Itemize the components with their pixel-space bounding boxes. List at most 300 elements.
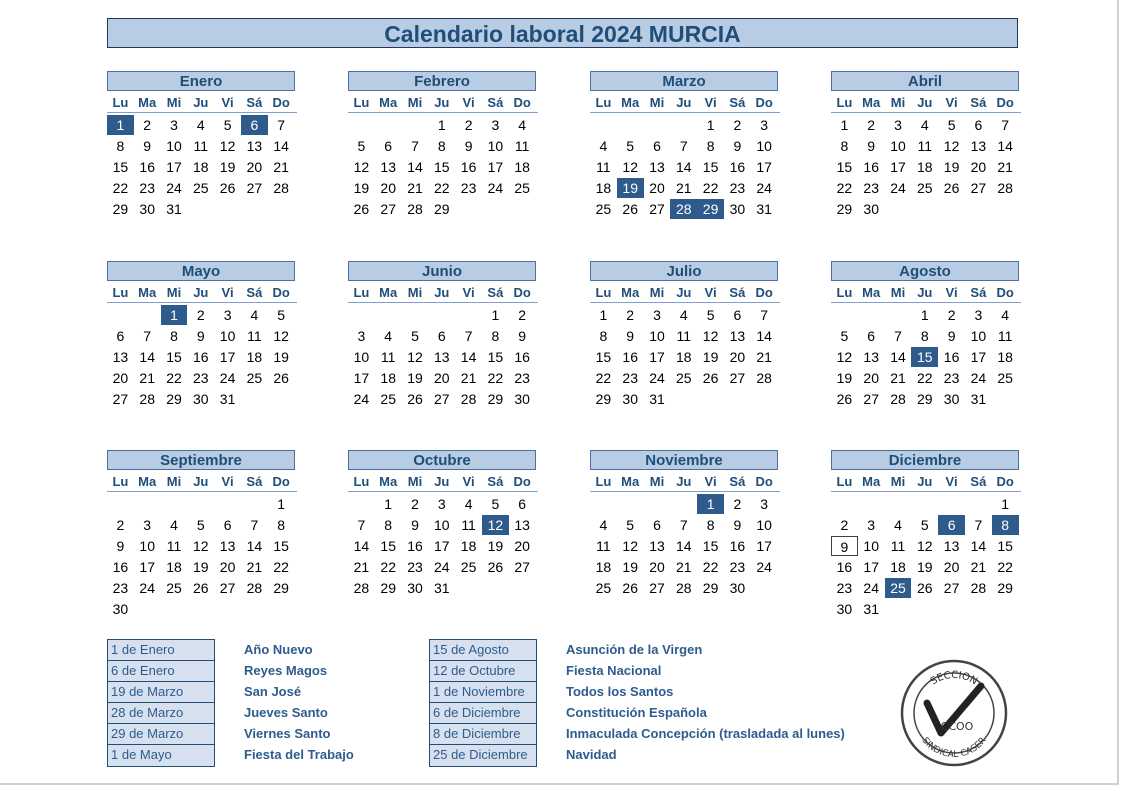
day-cell: 31 <box>863 601 879 617</box>
day-cell: 30 <box>836 601 853 617</box>
day-cell: 26 <box>407 391 423 407</box>
holiday-day-cell: 29 <box>697 199 724 219</box>
legend-holiday-name: Navidad <box>566 747 617 762</box>
day-cell: 3 <box>491 117 500 133</box>
weekday-label: Ma <box>379 95 398 110</box>
weekday-label: Ma <box>138 474 157 489</box>
day-cell: 1 <box>384 496 393 512</box>
day-cell: 19 <box>487 538 504 554</box>
legend-date: 8 de Diciembre <box>430 724 536 745</box>
weekday-label: Mi <box>407 285 423 300</box>
weekday-label: Ju <box>676 474 692 489</box>
day-cell: 28 <box>246 580 263 596</box>
legend-date: 28 de Marzo <box>108 703 214 724</box>
day-cell: 1 <box>277 496 286 512</box>
day-cell: 1 <box>491 307 500 323</box>
weekday-header <box>348 284 538 303</box>
day-cell: 21 <box>997 159 1013 175</box>
day-cell: 25 <box>166 580 182 596</box>
day-cell: 13 <box>649 159 665 175</box>
legend-date: 19 de Marzo <box>108 682 214 703</box>
day-cell: 2 <box>518 307 527 323</box>
month-febrero <box>348 71 538 220</box>
week-row <box>348 199 538 220</box>
empty-day-cell <box>590 115 617 135</box>
week-row <box>590 178 780 199</box>
weekday-label: Ma <box>138 285 157 300</box>
day-cell: 21 <box>756 349 772 365</box>
day-cell: 18 <box>997 349 1013 365</box>
weekday-label: Sá <box>246 95 263 110</box>
week-row <box>831 157 1021 178</box>
day-cell: 5 <box>357 138 366 154</box>
day-cell: 18 <box>193 159 209 175</box>
empty-day-cell <box>670 115 697 135</box>
day-cell: 22 <box>112 180 129 196</box>
day-cell: 27 <box>970 180 987 196</box>
empty-day-cell <box>992 389 1019 409</box>
day-cell: 3 <box>974 307 983 323</box>
day-cell: 12 <box>836 349 853 365</box>
holiday-day-cell: 6 <box>938 515 965 535</box>
week-row <box>348 157 538 178</box>
weekday-label: Ju <box>917 474 933 489</box>
week-row <box>831 599 1021 620</box>
weekday-label: Do <box>513 474 531 489</box>
day-cell: 5 <box>706 307 715 323</box>
weekday-label: Vi <box>462 95 475 110</box>
day-cell: 18 <box>917 159 933 175</box>
empty-day-cell <box>509 578 536 598</box>
day-cell: 16 <box>943 349 960 365</box>
weekday-label: Mi <box>649 95 665 110</box>
day-cell: 23 <box>729 559 746 575</box>
weekday-header <box>590 284 780 303</box>
week-row <box>348 178 538 199</box>
day-cell: 1 <box>920 307 929 323</box>
day-cell: 20 <box>246 159 263 175</box>
day-cell: 1 <box>599 307 608 323</box>
empty-day-cell <box>214 199 241 219</box>
day-cell: 16 <box>193 349 209 365</box>
empty-day-cell <box>455 305 482 325</box>
weekday-label: Mi <box>890 474 906 489</box>
day-cell: 21 <box>676 559 692 575</box>
week-row <box>348 536 538 557</box>
day-cell: 20 <box>943 559 960 575</box>
empty-day-cell <box>402 305 429 325</box>
day-cell: 5 <box>277 307 286 323</box>
day-cell: 20 <box>112 370 129 386</box>
day-cell: 16 <box>836 559 853 575</box>
legend-holiday-name: Reyes Magos <box>244 663 328 678</box>
weekday-label: Vi <box>704 474 717 489</box>
empty-day-cell <box>938 494 965 514</box>
empty-day-cell <box>992 599 1019 619</box>
weekday-label: Sá <box>729 474 746 489</box>
stamp-center-text: CCOO <box>940 720 974 733</box>
week-row <box>107 389 297 410</box>
day-cell: 7 <box>974 517 983 533</box>
day-cell: 26 <box>943 180 960 196</box>
day-cell: 11 <box>193 138 209 154</box>
day-cell: 7 <box>250 517 259 533</box>
day-cell: 29 <box>434 201 450 217</box>
week-row <box>590 157 780 178</box>
empty-day-cell <box>187 494 214 514</box>
day-cell: 11 <box>676 328 692 344</box>
weekday-label: Do <box>272 95 290 110</box>
day-cell: 2 <box>196 307 205 323</box>
weekday-label: Mi <box>166 285 182 300</box>
day-cell: 9 <box>518 328 527 344</box>
day-cell: 29 <box>836 201 853 217</box>
day-cell: 28 <box>139 391 155 407</box>
day-cell: 22 <box>166 370 182 386</box>
week-row <box>831 178 1021 199</box>
month-name: Abril <box>831 71 1019 91</box>
day-cell: 23 <box>729 180 746 196</box>
day-cell: 23 <box>622 370 638 386</box>
week-row <box>590 115 780 136</box>
day-cell: 18 <box>166 559 182 575</box>
day-cell: 5 <box>626 138 635 154</box>
day-cell: 16 <box>729 159 746 175</box>
day-cell: 8 <box>170 328 178 344</box>
day-cell: 26 <box>917 580 933 596</box>
day-cell: 5 <box>920 517 929 533</box>
day-cell: 22 <box>836 180 853 196</box>
day-cell: 6 <box>653 517 661 533</box>
day-cell: 2 <box>116 517 125 533</box>
weekday-label: Ma <box>862 474 881 489</box>
day-cell: 23 <box>193 370 209 386</box>
day-cell: 3 <box>143 517 152 533</box>
day-cell: 9 <box>626 328 635 344</box>
weekday-label: Do <box>272 285 290 300</box>
weekday-label: Do <box>513 285 531 300</box>
day-cell: 9 <box>867 138 876 154</box>
month-octubre <box>348 450 538 599</box>
weekday-label: Lu <box>112 285 129 300</box>
weekday-label: Sá <box>246 474 263 489</box>
day-cell: 24 <box>970 370 987 386</box>
week-row <box>590 326 780 347</box>
legend-date: 1 de Noviembre <box>430 682 536 703</box>
day-cell: 25 <box>380 391 396 407</box>
empty-day-cell <box>348 305 375 325</box>
day-cell: 28 <box>273 180 289 196</box>
day-cell: 21 <box>676 180 692 196</box>
weekday-label: Vi <box>462 474 475 489</box>
week-row <box>348 368 538 389</box>
day-cell: 10 <box>353 349 370 365</box>
week-row <box>348 557 538 578</box>
weekday-label: Sá <box>729 285 746 300</box>
day-cell: 31 <box>434 580 450 596</box>
legend-date: 25 de Diciembre <box>430 745 536 766</box>
weekday-label: Vi <box>945 474 958 489</box>
day-cell: 1 <box>437 117 446 133</box>
legend-holiday-name: Viernes Santo <box>244 726 331 741</box>
day-cell: 3 <box>653 307 661 323</box>
day-cell: 24 <box>353 391 370 407</box>
week-row <box>107 557 297 578</box>
month-junio <box>348 261 538 410</box>
day-cell: 3 <box>437 496 446 512</box>
weekday-label: Ju <box>434 95 450 110</box>
day-cell: 17 <box>756 159 772 175</box>
day-cell: 20 <box>863 370 879 386</box>
weekday-header <box>348 473 538 492</box>
day-cell: 8 <box>706 138 715 154</box>
day-cell: 8 <box>277 517 286 533</box>
day-cell: 10 <box>139 538 155 554</box>
empty-day-cell <box>268 599 295 619</box>
day-cell: 8 <box>384 517 393 533</box>
day-cell: 19 <box>836 370 853 386</box>
day-cell: 6 <box>116 328 125 344</box>
day-cell: 12 <box>917 538 933 554</box>
month-name: Febrero <box>348 71 536 91</box>
month-diciembre <box>831 450 1021 620</box>
day-cell: 20 <box>380 180 396 196</box>
legend-date: 6 de Enero <box>108 661 214 682</box>
day-cell: 2 <box>733 496 742 512</box>
day-cell: 11 <box>461 517 476 533</box>
weekday-header <box>831 284 1021 303</box>
day-cell: 11 <box>247 328 262 344</box>
day-cell: 20 <box>514 538 530 554</box>
weekday-label: Ju <box>193 285 209 300</box>
day-cell: 28 <box>676 580 692 596</box>
day-cell: 4 <box>1001 307 1010 323</box>
day-cell: 25 <box>595 580 612 596</box>
empty-day-cell <box>992 199 1019 219</box>
weekday-label: Ma <box>621 95 640 110</box>
day-cell: 4 <box>894 517 902 533</box>
weekday-label: Do <box>513 95 531 110</box>
day-cell: 14 <box>970 538 987 554</box>
empty-day-cell <box>455 578 482 598</box>
month-agosto <box>831 261 1021 410</box>
legend-date: 12 de Octubre <box>430 661 536 682</box>
day-cell: 18 <box>595 180 612 196</box>
empty-day-cell <box>241 494 268 514</box>
weekday-label: Mi <box>649 474 665 489</box>
day-cell: 29 <box>917 391 933 407</box>
weekday-label: Sá <box>970 474 987 489</box>
empty-day-cell <box>375 305 402 325</box>
day-cell: 29 <box>595 391 612 407</box>
day-cell: 19 <box>219 159 236 175</box>
legend-holiday-name: Fiesta del Trabajo <box>244 747 354 762</box>
day-cell: 24 <box>219 370 236 386</box>
day-cell: 19 <box>273 349 289 365</box>
day-cell: 1 <box>840 117 849 133</box>
day-cell: 13 <box>112 349 129 365</box>
day-cell: 24 <box>756 180 772 196</box>
day-cell: 24 <box>434 559 450 575</box>
day-cell: 1 <box>1001 496 1010 512</box>
day-cell: 21 <box>353 559 370 575</box>
day-cell: 21 <box>407 180 423 196</box>
weekday-label: Do <box>755 285 773 300</box>
empty-day-cell <box>885 494 912 514</box>
day-cell: 18 <box>676 349 692 365</box>
week-row <box>107 178 297 199</box>
day-cell: 3 <box>760 496 769 512</box>
day-cell: 24 <box>166 180 182 196</box>
day-cell: 6 <box>223 517 232 533</box>
day-cell: 3 <box>170 117 178 133</box>
empty-day-cell <box>161 494 188 514</box>
weekday-label: Vi <box>704 95 717 110</box>
day-cell: 15 <box>273 538 289 554</box>
week-row <box>590 199 780 220</box>
empty-day-cell <box>509 199 536 219</box>
week-row <box>107 599 297 620</box>
day-cell: 13 <box>729 328 746 344</box>
month-julio <box>590 261 780 410</box>
holiday-day-cell: 28 <box>670 199 697 219</box>
day-cell: 15 <box>434 159 450 175</box>
day-cell: 6 <box>384 138 393 154</box>
legend-holiday-name: Asunción de la Virgen <box>566 642 703 657</box>
day-cell: 16 <box>460 159 477 175</box>
day-cell: 12 <box>622 538 638 554</box>
day-cell: 29 <box>997 580 1013 596</box>
weekday-label: Do <box>996 285 1014 300</box>
day-cell: 25 <box>676 370 692 386</box>
day-cell: 14 <box>890 349 906 365</box>
legend-date: 1 de Mayo <box>108 745 214 766</box>
weekday-label: Do <box>755 95 773 110</box>
week-row <box>590 494 780 515</box>
empty-day-cell <box>911 199 938 219</box>
day-cell: 10 <box>487 138 504 154</box>
weekday-header <box>107 94 297 113</box>
day-cell: 13 <box>434 349 450 365</box>
week-row <box>831 368 1021 389</box>
day-cell: 8 <box>116 138 125 154</box>
week-row <box>348 347 538 368</box>
day-cell: 8 <box>491 328 500 344</box>
day-cell: 19 <box>917 559 933 575</box>
weekday-label: Ju <box>676 285 692 300</box>
day-cell: 7 <box>464 328 473 344</box>
weekday-label: Mi <box>407 95 423 110</box>
legend-right-names <box>566 639 845 765</box>
week-row <box>107 494 297 515</box>
empty-day-cell <box>214 599 241 619</box>
day-cell: 31 <box>219 391 236 407</box>
day-cell: 13 <box>219 538 236 554</box>
day-cell: 16 <box>139 159 155 175</box>
day-cell: 22 <box>917 370 933 386</box>
week-row <box>348 578 538 599</box>
month-enero <box>107 71 297 220</box>
day-cell: 9 <box>733 138 742 154</box>
day-cell: 22 <box>380 559 396 575</box>
empty-day-cell <box>831 494 858 514</box>
day-cell: 29 <box>702 580 719 596</box>
week-row <box>107 515 297 536</box>
day-cell: 17 <box>353 370 370 386</box>
day-cell: 14 <box>997 138 1013 154</box>
week-row <box>107 578 297 599</box>
month-name: Diciembre <box>831 450 1019 470</box>
day-cell: 27 <box>649 201 665 217</box>
day-cell: 31 <box>166 201 182 217</box>
day-cell: 11 <box>596 538 611 554</box>
day-cell: 22 <box>997 559 1013 575</box>
day-cell: 3 <box>223 307 232 323</box>
legend-holiday-name: Todos los Santos <box>566 684 674 699</box>
legend-holiday-name: Año Nuevo <box>244 642 313 657</box>
day-cell: 21 <box>970 559 987 575</box>
day-cell: 25 <box>246 370 263 386</box>
day-cell: 5 <box>947 117 956 133</box>
week-row <box>348 136 538 157</box>
day-cell: 30 <box>139 201 155 217</box>
day-cell: 15 <box>997 538 1013 554</box>
holiday-day-cell: 6 <box>241 115 268 135</box>
holiday-day-cell: 1 <box>697 494 724 514</box>
day-cell: 13 <box>863 349 879 365</box>
day-cell: 26 <box>353 201 370 217</box>
day-cell: 14 <box>246 538 263 554</box>
empty-day-cell <box>187 199 214 219</box>
day-cell: 16 <box>112 559 129 575</box>
empty-day-cell <box>134 494 161 514</box>
day-cell: 24 <box>890 180 906 196</box>
day-cell: 31 <box>970 391 987 407</box>
day-cell: 28 <box>756 370 772 386</box>
day-cell: 30 <box>943 391 960 407</box>
day-cell: 14 <box>460 349 477 365</box>
day-cell: 21 <box>273 159 289 175</box>
day-cell: 27 <box>863 391 879 407</box>
week-row <box>590 305 780 326</box>
day-cell: 17 <box>756 538 772 554</box>
empty-day-cell <box>617 115 644 135</box>
week-row <box>831 115 1021 136</box>
weekday-label: Do <box>996 474 1014 489</box>
empty-day-cell <box>241 199 268 219</box>
day-cell: 6 <box>653 138 661 154</box>
holiday-day-cell: 25 <box>885 578 912 598</box>
day-cell: 15 <box>595 349 612 365</box>
day-cell: 14 <box>407 159 423 175</box>
day-cell: 27 <box>729 370 746 386</box>
day-cell: 5 <box>411 328 419 344</box>
month-name: Mayo <box>107 261 295 281</box>
empty-day-cell <box>241 389 268 409</box>
week-row <box>590 136 780 157</box>
legend-date: 1 de Enero <box>108 640 214 661</box>
day-cell: 25 <box>514 180 530 196</box>
month-name: Octubre <box>348 450 536 470</box>
empty-day-cell <box>268 389 295 409</box>
day-cell: 9 <box>143 138 152 154</box>
day-cell: 27 <box>246 180 263 196</box>
week-row <box>107 199 297 220</box>
empty-day-cell <box>482 199 509 219</box>
day-cell: 25 <box>595 201 612 217</box>
legend-holiday-name: Constitución Española <box>566 705 707 720</box>
week-row <box>348 494 538 515</box>
